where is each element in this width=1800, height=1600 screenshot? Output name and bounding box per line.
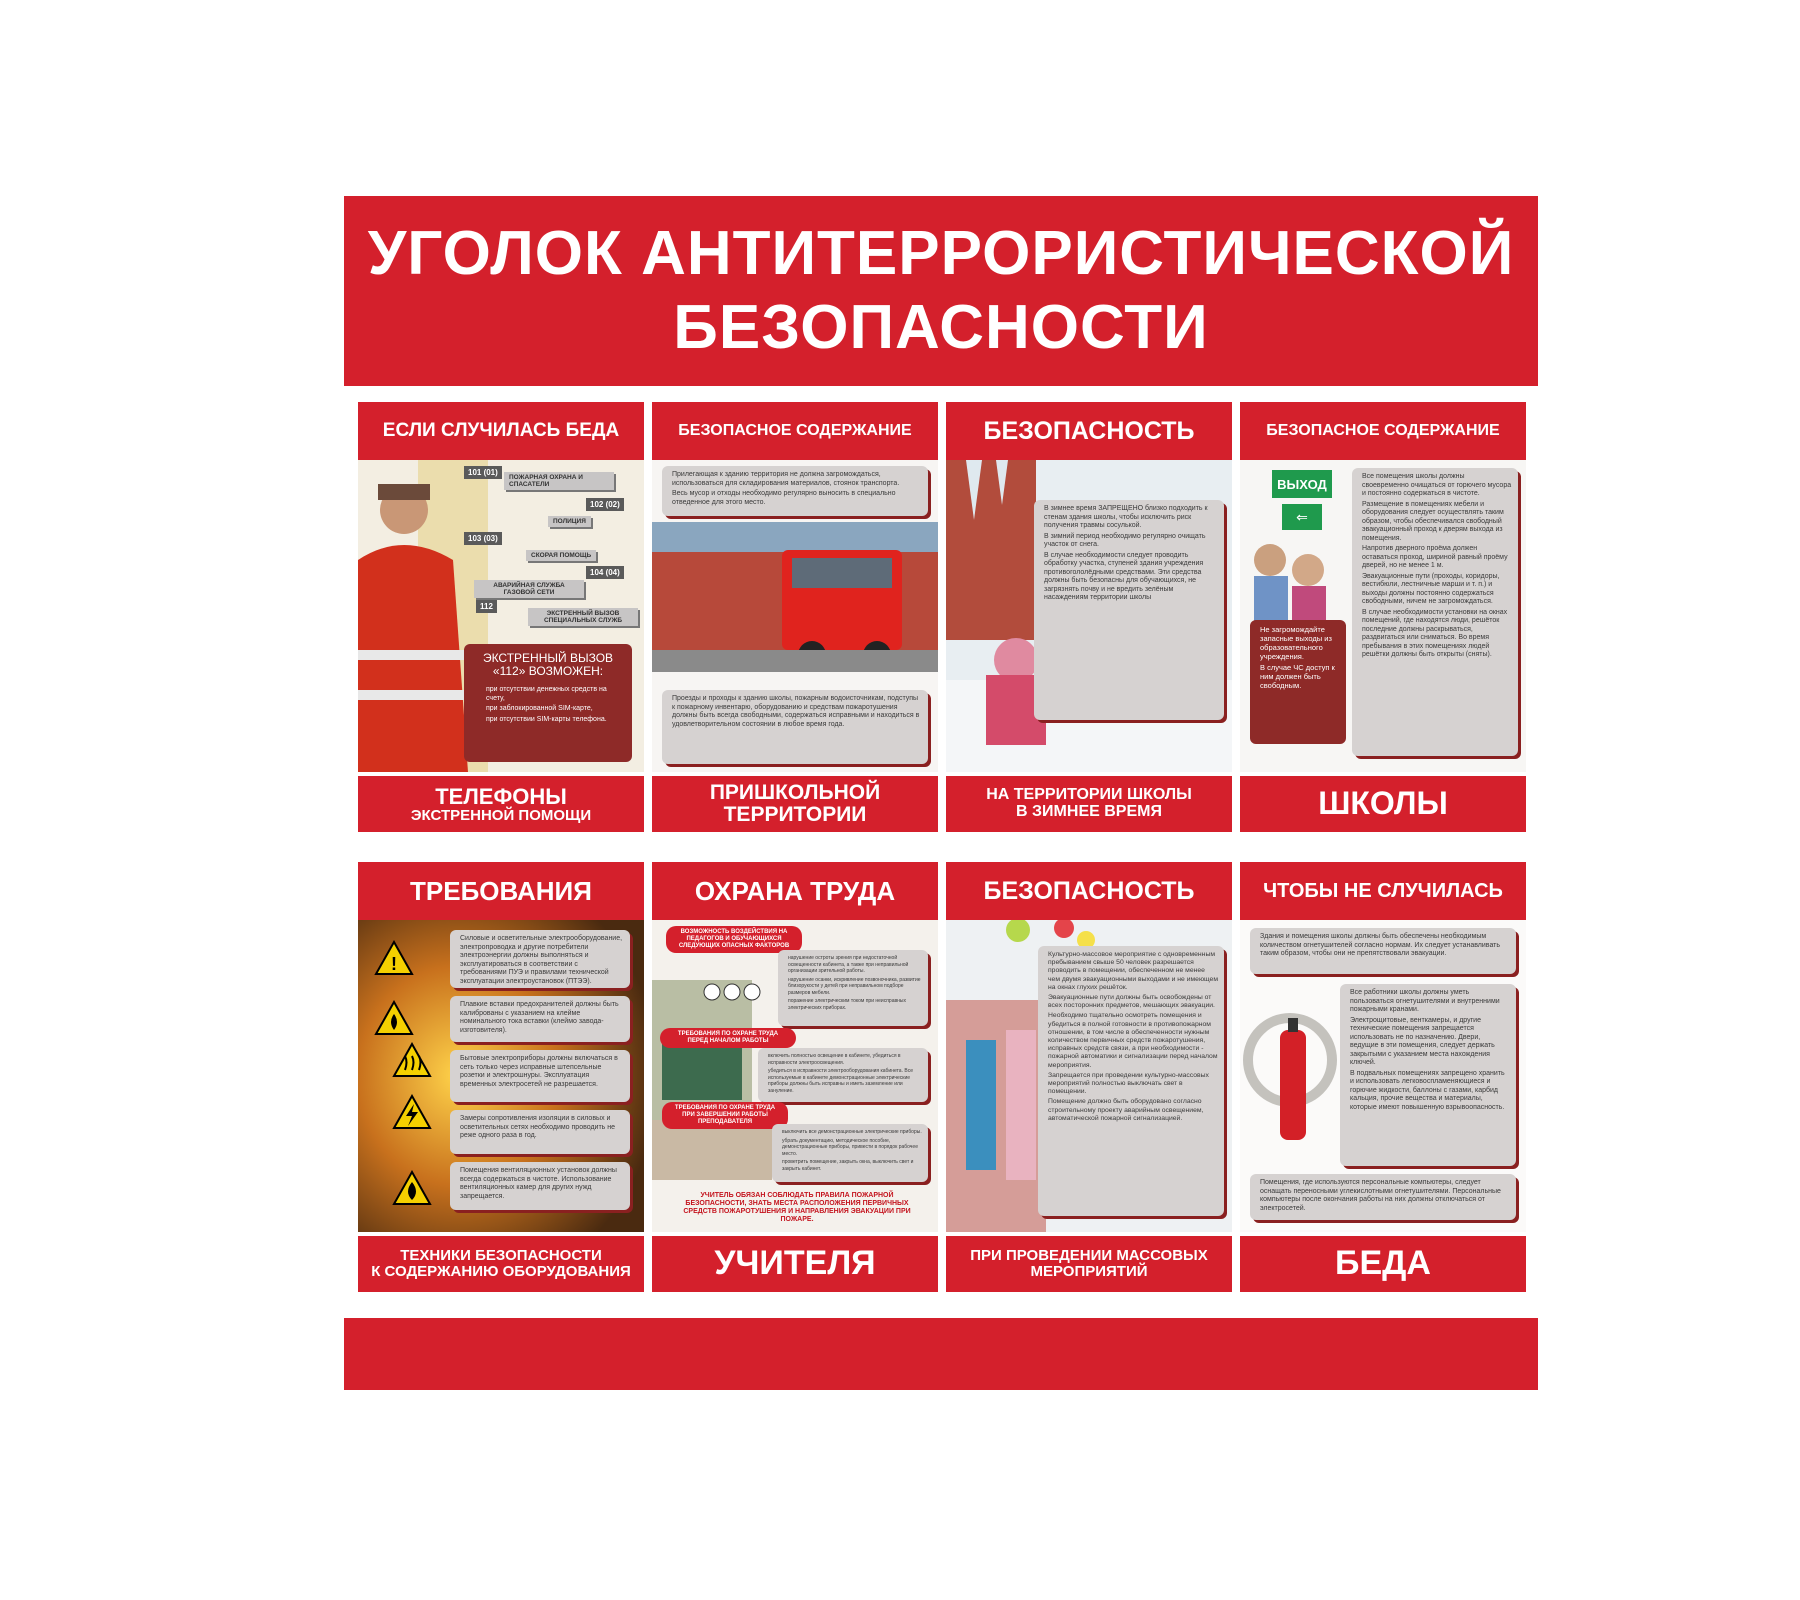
info-box [1250,928,1516,974]
phone-label: ПОЛИЦИЯ [548,516,591,527]
phone-code: 102 (02) [586,498,624,511]
exit-arrow-icon: ⇐ [1282,504,1322,530]
info-box [758,1048,928,1102]
info-text: включить полностью освещение в кабинете, убедиться в исправности электроосвещения. [768,1053,901,1066]
poster-footer-bar [344,1318,1538,1390]
footer-line2: МЕРОПРИЯТИЙ [1030,1263,1148,1280]
info-text: Бытовые электроприборы должны включаться в сеть только через исправные штепсельные розетки и электрошнуры. Эксплуатация временных электросетей не разрешается. [460,1055,618,1088]
panel-body [358,460,644,772]
exit-sign: ВЫХОД [1272,470,1332,498]
phone-label: ПОЖАРНАЯ ОХРАНА И СПАСАТЕЛИ [504,472,614,490]
requirement-pill: ТРЕБОВАНИЯ ПО ОХРАНЕ ТРУДА ПЕРЕД НАЧАЛОМ РАБОТЫ [660,1028,796,1048]
info-text: выключить все демонстрационные электрические приборы. [782,1129,922,1135]
panel-footer [1240,1236,1526,1292]
phone-code: 101 (01) [464,466,502,479]
footer-line2: ЭКСТРЕННОЙ ПОМОЩИ [410,806,592,824]
panel-footer [652,776,938,832]
footer-line1: ТЕЛЕФОНЫ [435,783,567,809]
info-text: В зимний период необходимо регулярно очищать участок от снега. [1044,532,1206,548]
info-box [1034,500,1224,720]
footer-line2: В ЗИМНЕЕ ВРЕМЯ [1016,803,1162,820]
poster-header [344,196,1538,386]
panel-body [946,460,1232,772]
info-text: нарушение остроты зрения при недостаточной освещенности кабинета, а также при неправильной организации зрительной работы. [788,955,909,974]
info-box [662,466,928,516]
footer-line1: БЕДА [1335,1244,1431,1283]
info-text: Все помещения школы должны своевременно очищаться от горючего мусора и постоянно содержаться в чистоте. [1362,473,1512,497]
panel-prevent-trouble [1240,862,1526,1292]
info-box [772,1124,928,1182]
poster-title-line1: УГОЛОК АНТИТЕРРОРИСТИЧЕСКОЙ [367,219,1515,288]
info-box [450,1162,630,1210]
info-box [450,1110,630,1154]
panel-body [946,920,1232,1232]
panel-emergency-phones [358,402,644,832]
info-text: Силовые и осветительные электрооборудование, электропроводка и другие потребители электроэнергии должны выполняться и эксплуатироваться в соответствии с требованиями ПУЭ и правилами технической эксплуатации электроустановок (ПТЭЭ). [460,935,623,985]
info-box [1250,1174,1516,1220]
emergency-item: при заблокированной SIM-карте, [486,705,593,712]
phone-code: 104 (04) [586,566,624,579]
panel-title: БЕЗОПАСНОСТЬ [946,862,1232,920]
panel-title: ЧТОБЫ НЕ СЛУЧИЛАСЬ [1240,862,1526,920]
info-box [1038,946,1224,1216]
panel-title: ТРЕБОВАНИЯ [358,862,644,920]
info-text: В зимнее время ЗАПРЕЩЕНО близко подходить к стенам здания школы, чтобы исключить риск получения травмы сосулькой. [1044,505,1208,529]
info-text: Плавкие вставки предохранителей должны быть калиброваны с указанием на клейме номинального тока вставки (клеймо завода-изготовителя). [460,1001,619,1034]
panel-body [1240,460,1526,772]
info-text: Не загромождайте запасные выходы из образовательного учреждения. [1260,625,1332,661]
requirement-pill: ВОЗМОЖНОСТЬ ВОЗДЕЙСТВИЯ НА ПЕДАГОГОВ И ОБУЧАЮЩИХСЯ СЛЕДУЮЩИХ ОПАСНЫХ ФАКТОРОВ [666,926,802,953]
panel-winter-safety [946,402,1232,832]
panel-footer [652,1236,938,1292]
flammable-icon [374,1000,414,1041]
panel-labor-protection [652,862,938,1292]
warning-triangle-icon [374,940,414,981]
svg-text:!: ! [391,954,397,974]
requirement-pill: ТРЕБОВАНИЯ ПО ОХРАНЕ ТРУДА ПРИ ЗАВЕРШЕНИИ РАБОТЫ ПРЕПОДАВАТЕЛЯ [662,1102,788,1129]
emergency-item: при отсутствии SIM-карты телефона. [486,715,607,723]
info-text: Напротив дверного проёма должен оставаться проход, шириной равный проёму дверей, но не менее 1 м. [1362,545,1508,569]
panel-footer [1240,776,1526,832]
panel-footer [946,1236,1232,1292]
phone-code: 112 [476,600,497,613]
footer-line1: ШКОЛЫ [1318,785,1448,822]
info-text: Помещение должно быть оборудовано согласно строительному проекту аварийным освещением, автоматической пожарной сигнализацией. [1048,1098,1204,1122]
footer-line2: ТЕРРИТОРИИ [723,803,867,826]
phone-label: АВАРИЙНАЯ СЛУЖБА ГАЗОВОЙ СЕТИ [474,580,584,598]
teacher-fire-note: УЧИТЕЛЬ ОБЯЗАН СОБЛЮДАТЬ ПРАВИЛА ПОЖАРНОЙ БЕЗОПАСНОСТИ, ЗНАТЬ МЕСТА РАСПОЛОЖЕНИЯ ПЕРВИЧНЫХ СРЕДСТВ ПОЖАРОТУШЕНИЯ И НАПРАВЛЕНИЯ ЭВАКУАЦИИ ПРИ ПОЖАРЕ. [683,1192,911,1223]
info-text: Здания и помещения школы должны быть обеспечены необходимым количеством огнетушителей согласно нормам. Их следует устанавливать таким образом, чтобы они не препятствовали эвакуации. [1260,933,1501,957]
footer-line1: ПРИШКОЛЬНОЙ [709,780,881,804]
panel-body [652,460,938,772]
phone-code: 103 (03) [464,532,502,545]
info-text: Замеры сопротивления изоляции в силовых и осветительных сетях необходимо проводить не реже одного раза в год. [460,1115,616,1139]
emergency-112-box [464,644,632,762]
info-text: Проезды и проходы к зданию школы, пожарным водоисточникам, подступы к пожарному инвентарю, оборудованию и средствам пожаротушения должны быть всегда свободными, содержаться исправными и находиться в удовлетворительном состоянии в любое время года. [672,695,920,728]
panel-body [652,920,938,1232]
info-text: нарушение осанки, искривление позвоночника, развитие близорукости у детей при неправильном подборе размеров мебели. [788,976,921,996]
info-text: Культурно-массовое мероприятие с одновременным пребыванием свыше 50 человек разрешается проводить в помещении, обеспеченном не менее чем двумя эвакуационными выходами и не имеющем на окнах глухих решёток. [1048,951,1219,991]
poster-title-line2: БЕЗОПАСНОСТИ [673,293,1209,362]
info-text: поражение электрическим током при неисправных электрических приборах. [788,998,906,1011]
info-text: В подвальных помещениях запрещено хранить и использовать легковоспламеняющиеся и горючие жидкости, баллоны с газами, карбид кальция, прочие вещества и материалы, которые имеют повышенную взрывоопасность. [1350,1069,1505,1111]
panel-body [358,920,644,1232]
info-text: убрать документацию, методическое пособие, демонстрационные приборы, привести в порядок рабочее место. [782,1137,918,1157]
high-voltage-icon [392,1094,432,1135]
info-text: Электрощитовые, венткамеры, и другие технические помещения запрещается использовать не по назначению. Двери, ведущие в эти помещения, следует держать закрытыми с указанием места нахождения ключей. [1350,1016,1495,1066]
info-text: Все работники школы должны уметь пользоваться огнетушителями и внутренними пожарными кранами. [1350,989,1500,1013]
footer-line1: УЧИТЕЛЯ [714,1244,876,1283]
panel-equipment-requirements [358,862,644,1292]
info-text: В случае ЧС доступ к ним должен быть свободным. [1260,663,1335,690]
info-text: Прилегающая к зданию территория не должна загромождаться, использоваться для складирования материалов, стоянок транспорта. [672,471,900,487]
info-box [1352,468,1518,756]
footer-line1: ТЕХНИКИ БЕЗОПАСНОСТИ [400,1247,602,1265]
panel-body [1240,920,1526,1232]
info-text: Помещения вентиляционных установок должны всегда содержаться в чистоте. Использование вентиляционных камер для других нужд запрещается. [460,1167,617,1200]
info-text: Эвакуационные пути должны быть освобождены от всех посторонних предметов, мешающих эвакуации. [1048,994,1215,1010]
info-text: Запрещается при проведении культурно-массовых мероприятий полностью выключать свет в помещении. [1048,1071,1209,1096]
info-text: убедиться в исправности электрооборудования кабинета. Все используемые в кабинете демонстрационные электрические приборы должны быть исправны и иметь заземление или зануление. [768,1068,913,1094]
info-box [1340,984,1516,1166]
footer-line1: ПРИ ПРОВЕДЕНИИ МАССОВЫХ [970,1247,1208,1265]
footer-line1: НА ТЕРРИТОРИИ ШКОЛЫ [986,786,1192,804]
info-text: Размещение в помещениях мебели и оборудования следует осуществлять таким образом, чтобы обеспечивался свободный эвакуационный проход к дверям выхода из помещения. [1362,500,1504,542]
hot-surface-icon [392,1042,432,1083]
info-text: проветрить помещение, закрыть окна, выключить свет и закрыть кабинет. [782,1159,914,1172]
info-box [450,996,630,1042]
emergency-112-title: ЭКСТРЕННЫЙ ВЫЗОВ «112» ВОЗМОЖЕН: [482,651,614,678]
info-box [450,1050,630,1102]
emergency-item: при отсутствии денежных средств на счету, [486,686,607,702]
info-text: В случае необходимости установки на окнах помещений, где находятся люди, решёток последние должны раскрываться, раздвигаться или сниматься. Во время пребывания в этих помещениях людей решётки должны быть открыты (сняты). [1362,608,1508,658]
warning-red-box [1250,620,1346,744]
panel-school-grounds [652,402,938,832]
info-text: Весь мусор и отходы необходимо регулярно выносить в специально отведенное для этого место. [672,490,896,506]
panel-title: БЕЗОПАСНОЕ СОДЕРЖАНИЕ [1240,402,1526,460]
panel-footer [358,1236,644,1292]
info-text: Помещения, где используются персональные компьютеры, следует оснащать переносными углекислотными огнетушителями. Персональные компьютеры после окончания работы на них должны отключаться от электросетей. [1260,1179,1501,1212]
poster-board [344,196,1538,1390]
panel-footer [946,776,1232,832]
panel-mass-events [946,862,1232,1292]
info-text: В случае необходимости следует проводить обработку участка, ступеней здания учреждения противогололёдными средствами. Эти средства должны быть безопасны для обучающихся, не загрязнять почву и не вредить зелёным насаждениям территории школы [1044,551,1204,601]
panel-title: БЕЗОПАСНОЕ СОДЕРЖАНИЕ [652,402,938,460]
info-box [662,690,928,764]
fire-hazard-icon [392,1170,432,1211]
panel-footer [358,776,644,832]
panel-title: ЕСЛИ СЛУЧИЛАСЬ БЕДА [358,402,644,460]
info-box [778,950,928,1026]
footer-line2: К СОДЕРЖАНИЮ ОБОРУДОВАНИЯ [371,1263,631,1280]
panel-title: БЕЗОПАСНОСТЬ [946,402,1232,460]
info-text: Эвакуационные пути (проходы, коридоры, вестибюли, лестничные марши и т. п.) и выходы должны постоянно содержаться свободными, ничем не загромождаться. [1362,572,1500,605]
phone-label: ЭКСТРЕННЫЙ ВЫЗОВ СПЕЦИАЛЬНЫХ СЛУЖБ [528,608,638,626]
phone-label: СКОРАЯ ПОМОЩЬ [526,550,596,561]
info-text: Необходимо тщательно осмотреть помещения и убедиться в полной готовности в противопожарном отношении, в том числе в обеспеченности нужным количеством первичных средств пожаротушения, исправных средств связи, а при необходимости - пожарной автоматики и сигнализации перед началом мероприятия. [1048,1012,1218,1069]
panel-title: ОХРАНА ТРУДА [652,862,938,920]
info-box [450,930,630,988]
panel-school-safety [1240,402,1526,832]
